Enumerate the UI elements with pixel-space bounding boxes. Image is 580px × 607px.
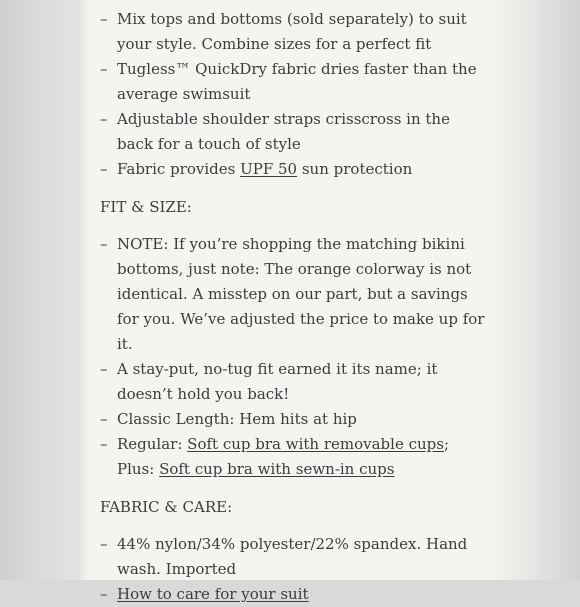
care-item: [100, 582, 488, 607]
feature-item: [100, 107, 488, 157]
item-text: ; Plus:: [117, 435, 450, 478]
product-description-panel: [86, 0, 494, 603]
fabric-care-heading: FABRIC & CARE:: [100, 498, 233, 516]
item-text: sun protection: [297, 160, 413, 178]
item-text: Tugless™ QuickDry fabric dries faster than the average swimsuit: [117, 60, 477, 103]
bullet-dash: –: [100, 60, 108, 78]
feature-item: [100, 7, 488, 57]
description-content: [100, 7, 488, 607]
item-text: Classic Length: Hem hits at hip: [117, 410, 357, 428]
bullet-dash: –: [100, 585, 108, 603]
bullet-dash: –: [100, 10, 108, 28]
feature-item: [100, 157, 488, 182]
inline-link[interactable]: UPF 50: [240, 160, 298, 178]
item-text: Adjustable shoulder straps crisscross in the back for a touch of style: [117, 110, 450, 153]
fit-item: [100, 407, 488, 432]
inline-link[interactable]: Soft cup bra with sewn-in cups: [159, 460, 395, 478]
fabric-care-list: [100, 532, 488, 607]
item-text: NOTE: If you’re shopping the matching bikini bottoms, just note: The orange colorway is not identical. A misstep on our part, but a savings for you. We’ve adjusted the price to make up for it.: [117, 235, 485, 353]
fit-item: [100, 432, 488, 482]
inline-link[interactable]: How to care for your suit: [117, 585, 309, 603]
bullet-dash: –: [100, 435, 108, 453]
care-item: [100, 532, 488, 582]
bullet-dash: –: [100, 410, 108, 428]
item-text: Regular:: [117, 435, 188, 453]
feature-item: [100, 57, 488, 107]
bullet-dash: –: [100, 235, 108, 253]
fit-item: [100, 357, 488, 407]
item-text: 44% nylon/34% polyester/22% spandex. Hand wash. Imported: [117, 535, 468, 578]
photo-edge-shadow: [490, 0, 580, 580]
fit-size-heading: FIT & SIZE:: [100, 198, 192, 216]
item-text: Fabric provides: [117, 160, 241, 178]
bullet-dash: –: [100, 110, 108, 128]
bullet-dash: –: [100, 160, 108, 178]
item-text: Mix tops and bottoms (sold separately) to suit your style. Combine sizes for a perfect fit: [117, 10, 467, 53]
bullet-dash: –: [100, 360, 108, 378]
inline-link[interactable]: Soft cup bra with removable cups: [187, 435, 444, 453]
bullet-dash: –: [100, 535, 108, 553]
fit-item: [100, 232, 488, 357]
fit-size-list: [100, 232, 488, 482]
features-list: [100, 7, 488, 182]
item-text: A stay-put, no-tug fit earned it its name; it doesn’t hold you back!: [117, 360, 438, 403]
